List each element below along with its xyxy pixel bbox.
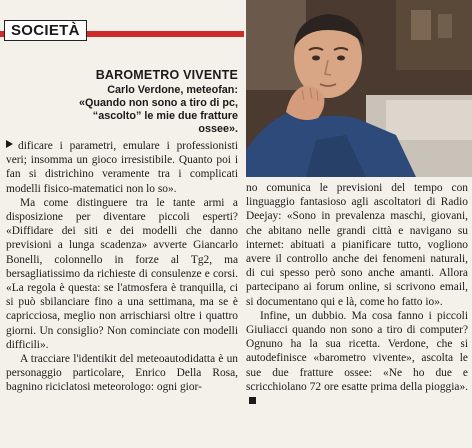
article-paragraph: Ma come distinguere tra le tante armi a disposizione per diventare piccoli esperti? «Diffidare dei siti e dei modelli che danno previsioni a lunga scadenza» avverte Giancarlo Bonelli, colonnello in forze al Tg2, ma bersagliatissimo da richieste di consulenze e corsi. «La regola è questa: se l'atmosfera è tranquilla, ci si può sbilanciare fino a una settimana, ma se è capricciosa, meglio non arrischiarsi oltre i quattro giorni. Un consiglio? Non cominciate con modelli difficili». xyxy=(6,196,238,351)
article-paragraph: dificare i parametri, emulare i professionisti veri; insomma un gioco irresistibile. Quanto poi i fan si districhino veramente tra i complicati modelli fisico-matematici non lo so». xyxy=(6,140,238,195)
article-paragraph: A tracciare l'identikit del meteoautodidatta è un personaggio particolare, Enrico Della Rosa, bagnino riciclatosi meteorologo: ogni gior- xyxy=(6,353,238,394)
section-label: SOCIETÀ xyxy=(4,20,87,41)
end-of-article-icon xyxy=(249,397,256,404)
headline-dek: Carlo Verdone, meteofan: «Quando non sono a tiro di pc, “ascolto” le mie due fratture ossee». xyxy=(79,84,238,135)
article-column-1 xyxy=(6,139,238,395)
article-paragraph: Infine, un dubbio. Ma cosa fanno i piccoli Giuliacci quando non sono a tiro di computer? Ognuno ha la sua ricetta. Verdone, che si autodefinisce «barometro vivente», ascolta le sue due fratture ossee: «Ne ho due e scricchiolano 72 ore esatte prima della pioggia». xyxy=(246,309,468,408)
article-paragraph: no comunica le previsioni del tempo con linguaggio fantasioso agli ascoltatori di Radio Deejay: «Sono in prevalenza maschi, giovani, che abitano nelle grandi città e navigano su internet: abituati a pianificare tutto, vogliono avere il controllo anche dei fenomeni naturali, di cui spesso però sono anche amanti. Allora partecipano ai forum online, si scrivono email, si documentano qui e là, come ho fatto io». xyxy=(246,182,468,308)
portrait-photo xyxy=(246,0,472,177)
headline-title: BAROMETRO VIVENTE xyxy=(95,68,238,82)
article-column-2 xyxy=(246,181,468,408)
headline-block xyxy=(60,68,238,136)
paragraph-marker-icon xyxy=(6,140,13,148)
